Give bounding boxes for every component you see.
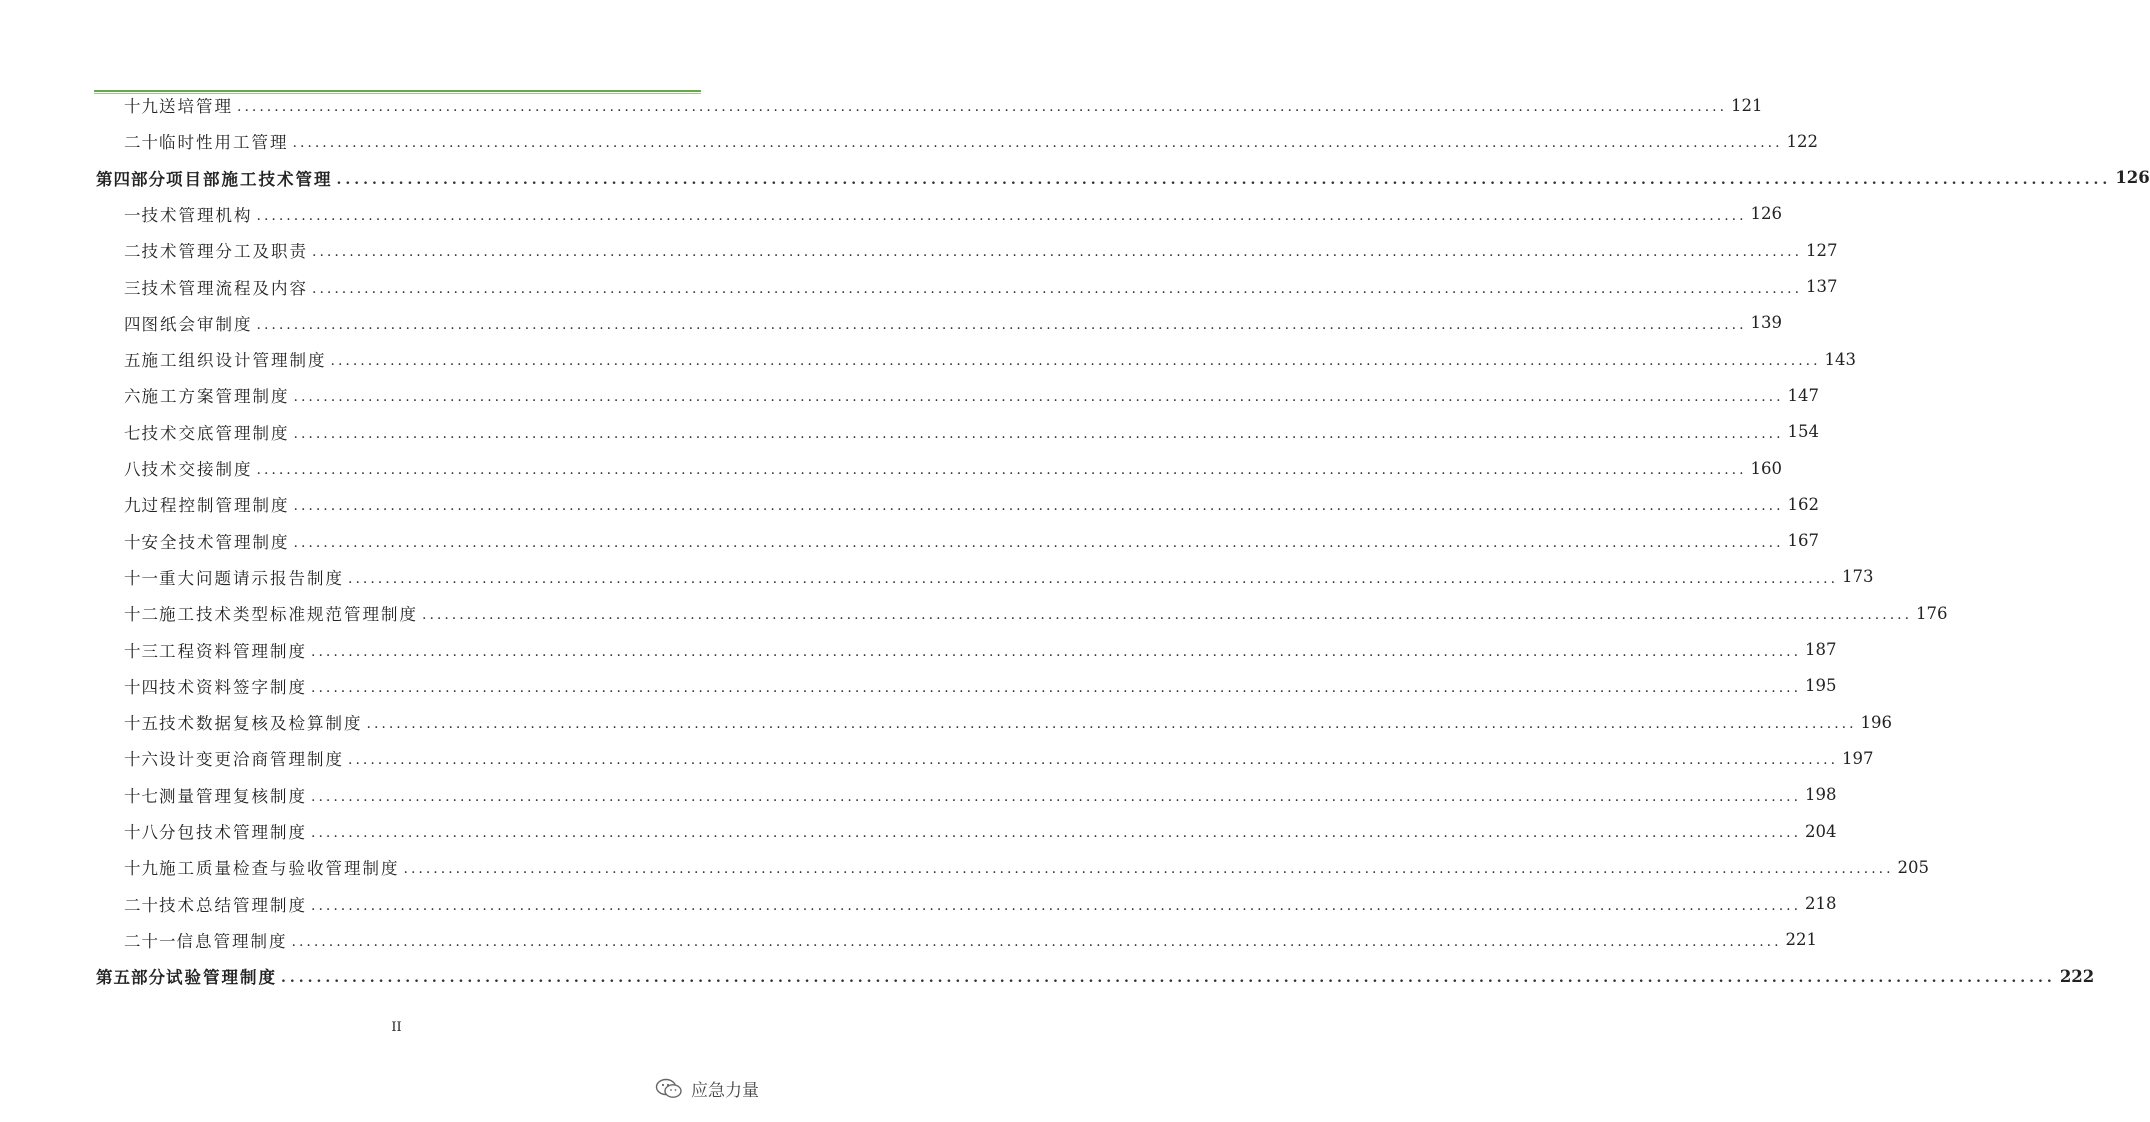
toc-item-row[interactable] [0,490,1820,518]
toc-page-number: 204 [1805,821,1837,841]
toc-item-row[interactable] [0,708,1893,736]
dot-leader: ........................................................................................................................................................................................................ [293,389,1784,406]
dot-leader: ........................................................................................................................................................................................................ [366,716,1857,733]
toc-item-row[interactable] [0,599,1948,627]
toc-part-row[interactable] [0,164,2150,192]
toc-title: 临时性用工管理 [159,133,289,153]
watermark-text: 应急力量 [691,1081,759,1101]
toc-title: 送培管理 [159,97,233,116]
toc-title: 施工方案管理制度 [141,387,290,407]
toc-item-row[interactable] [0,527,1820,555]
dot-leader: ........................................................................................................................................................................................................ [292,135,1783,152]
toc-item-row[interactable] [0,781,1837,809]
toc-item-row[interactable] [0,890,1837,918]
toc-title: 施工技术类型标准规范管理制度 [159,605,418,625]
toc-item-row[interactable] [0,454,1783,482]
toc-page-number: 167 [1787,531,1820,551]
toc-page-number: 126 [2115,168,2150,188]
toc-number: 十三 [124,641,159,661]
toc-title: 技术总结管理制度 [159,895,307,915]
dot-leader: ........................................................................................................................................................................................................ [312,280,1803,297]
toc-number: 七 [124,423,142,443]
toc-title: 重大问题请示报告制度 [159,568,344,588]
toc-item-row[interactable] [0,200,1783,228]
toc-title: 工程资料管理制度 [159,641,307,661]
dot-leader: ........................................................................................................................................................................................................ [311,825,1802,841]
dot-leader: ........................................................................................................................................................................................................ [293,498,1784,515]
toc-page-number: 143 [1824,349,1857,369]
toc-item-row[interactable] [0,563,1874,591]
toc-title: 分包技术管理制度 [159,823,307,842]
toc-page-number: 139 [1750,313,1783,333]
toc-item-row[interactable] [0,418,1820,446]
toc-item-row[interactable] [0,309,1783,337]
toc-part-row[interactable] [0,962,2095,990]
watermark [655,1076,759,1101]
dot-leader: ........................................................................................................................................................................................................ [311,643,1802,660]
toc-page-number: 126 [1750,204,1783,224]
dot-leader: ........................................................................................................................................................................................................ [311,679,1802,696]
toc-number: 十一 [124,568,159,588]
toc-number: 二十一 [124,931,177,951]
toc-number: 二十 [124,133,159,153]
toc-number: 十九 [124,97,159,116]
toc-item-row[interactable] [0,744,1874,772]
toc-number: 九 [124,496,142,516]
dot-leader: ........................................................................................................................................................................................................ [256,316,1747,333]
toc-title: 技术资料签字制度 [159,677,307,697]
toc-item-row[interactable] [0,127,1819,155]
toc-number: 一 [124,205,142,225]
toc-page-number: 195 [1805,676,1837,696]
toc-page-number: 197 [1842,748,1874,768]
toc-item-row[interactable] [0,672,1837,700]
toc-page-number: 198 [1805,785,1837,805]
toc-page-number: 162 [1787,494,1820,514]
toc-item-row[interactable] [0,817,1837,845]
toc-title: 施工组织设计管理制度 [141,351,327,371]
dot-leader: ........................................................................................................................................................................................................ [293,425,1784,442]
toc-page-number: 137 [1806,277,1838,296]
toc-title: 项目部施工技术管理 [166,169,333,189]
dot-leader: ........................................................................................................................................................................................................ [336,171,2112,188]
dot-leader: ........................................................................................................................................................................................................ [281,970,2056,987]
toc-page-number: 121 [1731,95,1763,115]
toc-item-row[interactable] [0,273,1838,301]
toc-item-row[interactable] [0,91,1763,119]
toc-number: 十七 [124,786,159,806]
toc-title: 信息管理制度 [176,931,288,951]
toc-title: 技术交底管理制度 [141,423,290,443]
toc-page-number: 222 [2059,966,2095,986]
toc-title: 技术交接制度 [141,460,253,479]
toc-number: 二十 [124,895,159,915]
toc-title: 技术管理分工及职责 [141,242,308,262]
toc-title: 安全技术管理制度 [141,532,290,552]
dot-leader: ........................................................................................................................................................................................................ [312,244,1803,261]
toc-number: 十 [124,532,142,552]
toc-number: 第四部分 [96,169,166,189]
dot-leader: ........................................................................................................................................................................................................ [237,99,1728,115]
dot-leader: ........................................................................................................................................................................................................ [311,788,1802,805]
toc-page-number: 218 [1805,894,1837,914]
dot-leader: ........................................................................................................................................................................................................ [348,752,1839,769]
toc-page-number: 160 [1750,458,1783,478]
toc-title: 测量管理复核制度 [159,786,307,806]
toc-page-number: 147 [1787,385,1820,405]
dot-leader: ........................................................................................................................................................................................................ [330,353,1821,370]
toc-number: 十八 [124,823,159,842]
dot-leader: ........................................................................................................................................................................................................ [311,897,1802,914]
wechat-icon [655,1078,683,1100]
toc-title: 技术管理机构 [141,205,253,225]
toc-page-number: 173 [1842,567,1874,587]
dot-leader: ........................................................................................................................................................................................................ [422,607,1913,624]
toc-title: 技术管理流程及内容 [141,278,308,298]
dot-leader: ........................................................................................................................................................................................................ [403,861,1894,878]
toc-title: 设计变更洽商管理制度 [159,750,344,770]
toc-item-row[interactable] [0,853,1930,881]
toc-page-number: 221 [1785,930,1818,950]
toc-page-number: 196 [1860,712,1893,732]
toc-number: 第五部分 [96,968,166,988]
toc-title: 施工质量检查与验收管理制度 [159,859,400,879]
toc-number: 五 [124,351,142,371]
toc-page-number: 205 [1897,857,1930,877]
toc-item-row[interactable] [0,236,1838,264]
toc-page-number: 122 [1786,131,1819,151]
toc-item-row[interactable] [0,381,1820,409]
toc-item-row[interactable] [0,345,1857,373]
dot-leader: ........................................................................................................................................................................................................ [256,207,1747,224]
toc-title: 试验管理制度 [166,968,277,988]
dot-leader: ........................................................................................................................................................................................................ [348,570,1839,587]
toc-item-row[interactable] [0,636,1837,664]
toc-number: 十二 [124,605,159,625]
toc-number: 六 [124,387,142,407]
dot-leader: ........................................................................................................................................................................................................ [293,534,1784,551]
toc-title: 过程控制管理制度 [141,496,290,516]
toc-title: 图纸会审制度 [141,314,253,334]
page-number: II [391,1020,402,1035]
toc-number: 四 [124,314,142,334]
toc-number: 十五 [124,714,159,734]
toc-title: 技术数据复核及检算制度 [159,714,363,734]
dot-leader: ........................................................................................................................................................................................................ [291,933,1782,950]
toc-page-number: 154 [1787,422,1820,442]
dot-leader: ........................................................................................................................................................................................................ [256,462,1747,478]
toc-number: 十九 [124,859,159,879]
toc-number: 二 [124,242,142,262]
toc-number: 十四 [124,677,159,697]
toc-page-number: 187 [1805,640,1837,659]
toc-page-number: 127 [1806,240,1838,260]
toc-page-number: 176 [1916,603,1948,623]
toc-number: 三 [124,278,142,298]
toc-number: 八 [124,460,142,479]
toc-item-row[interactable] [0,926,1818,954]
toc-number: 十六 [124,750,159,770]
